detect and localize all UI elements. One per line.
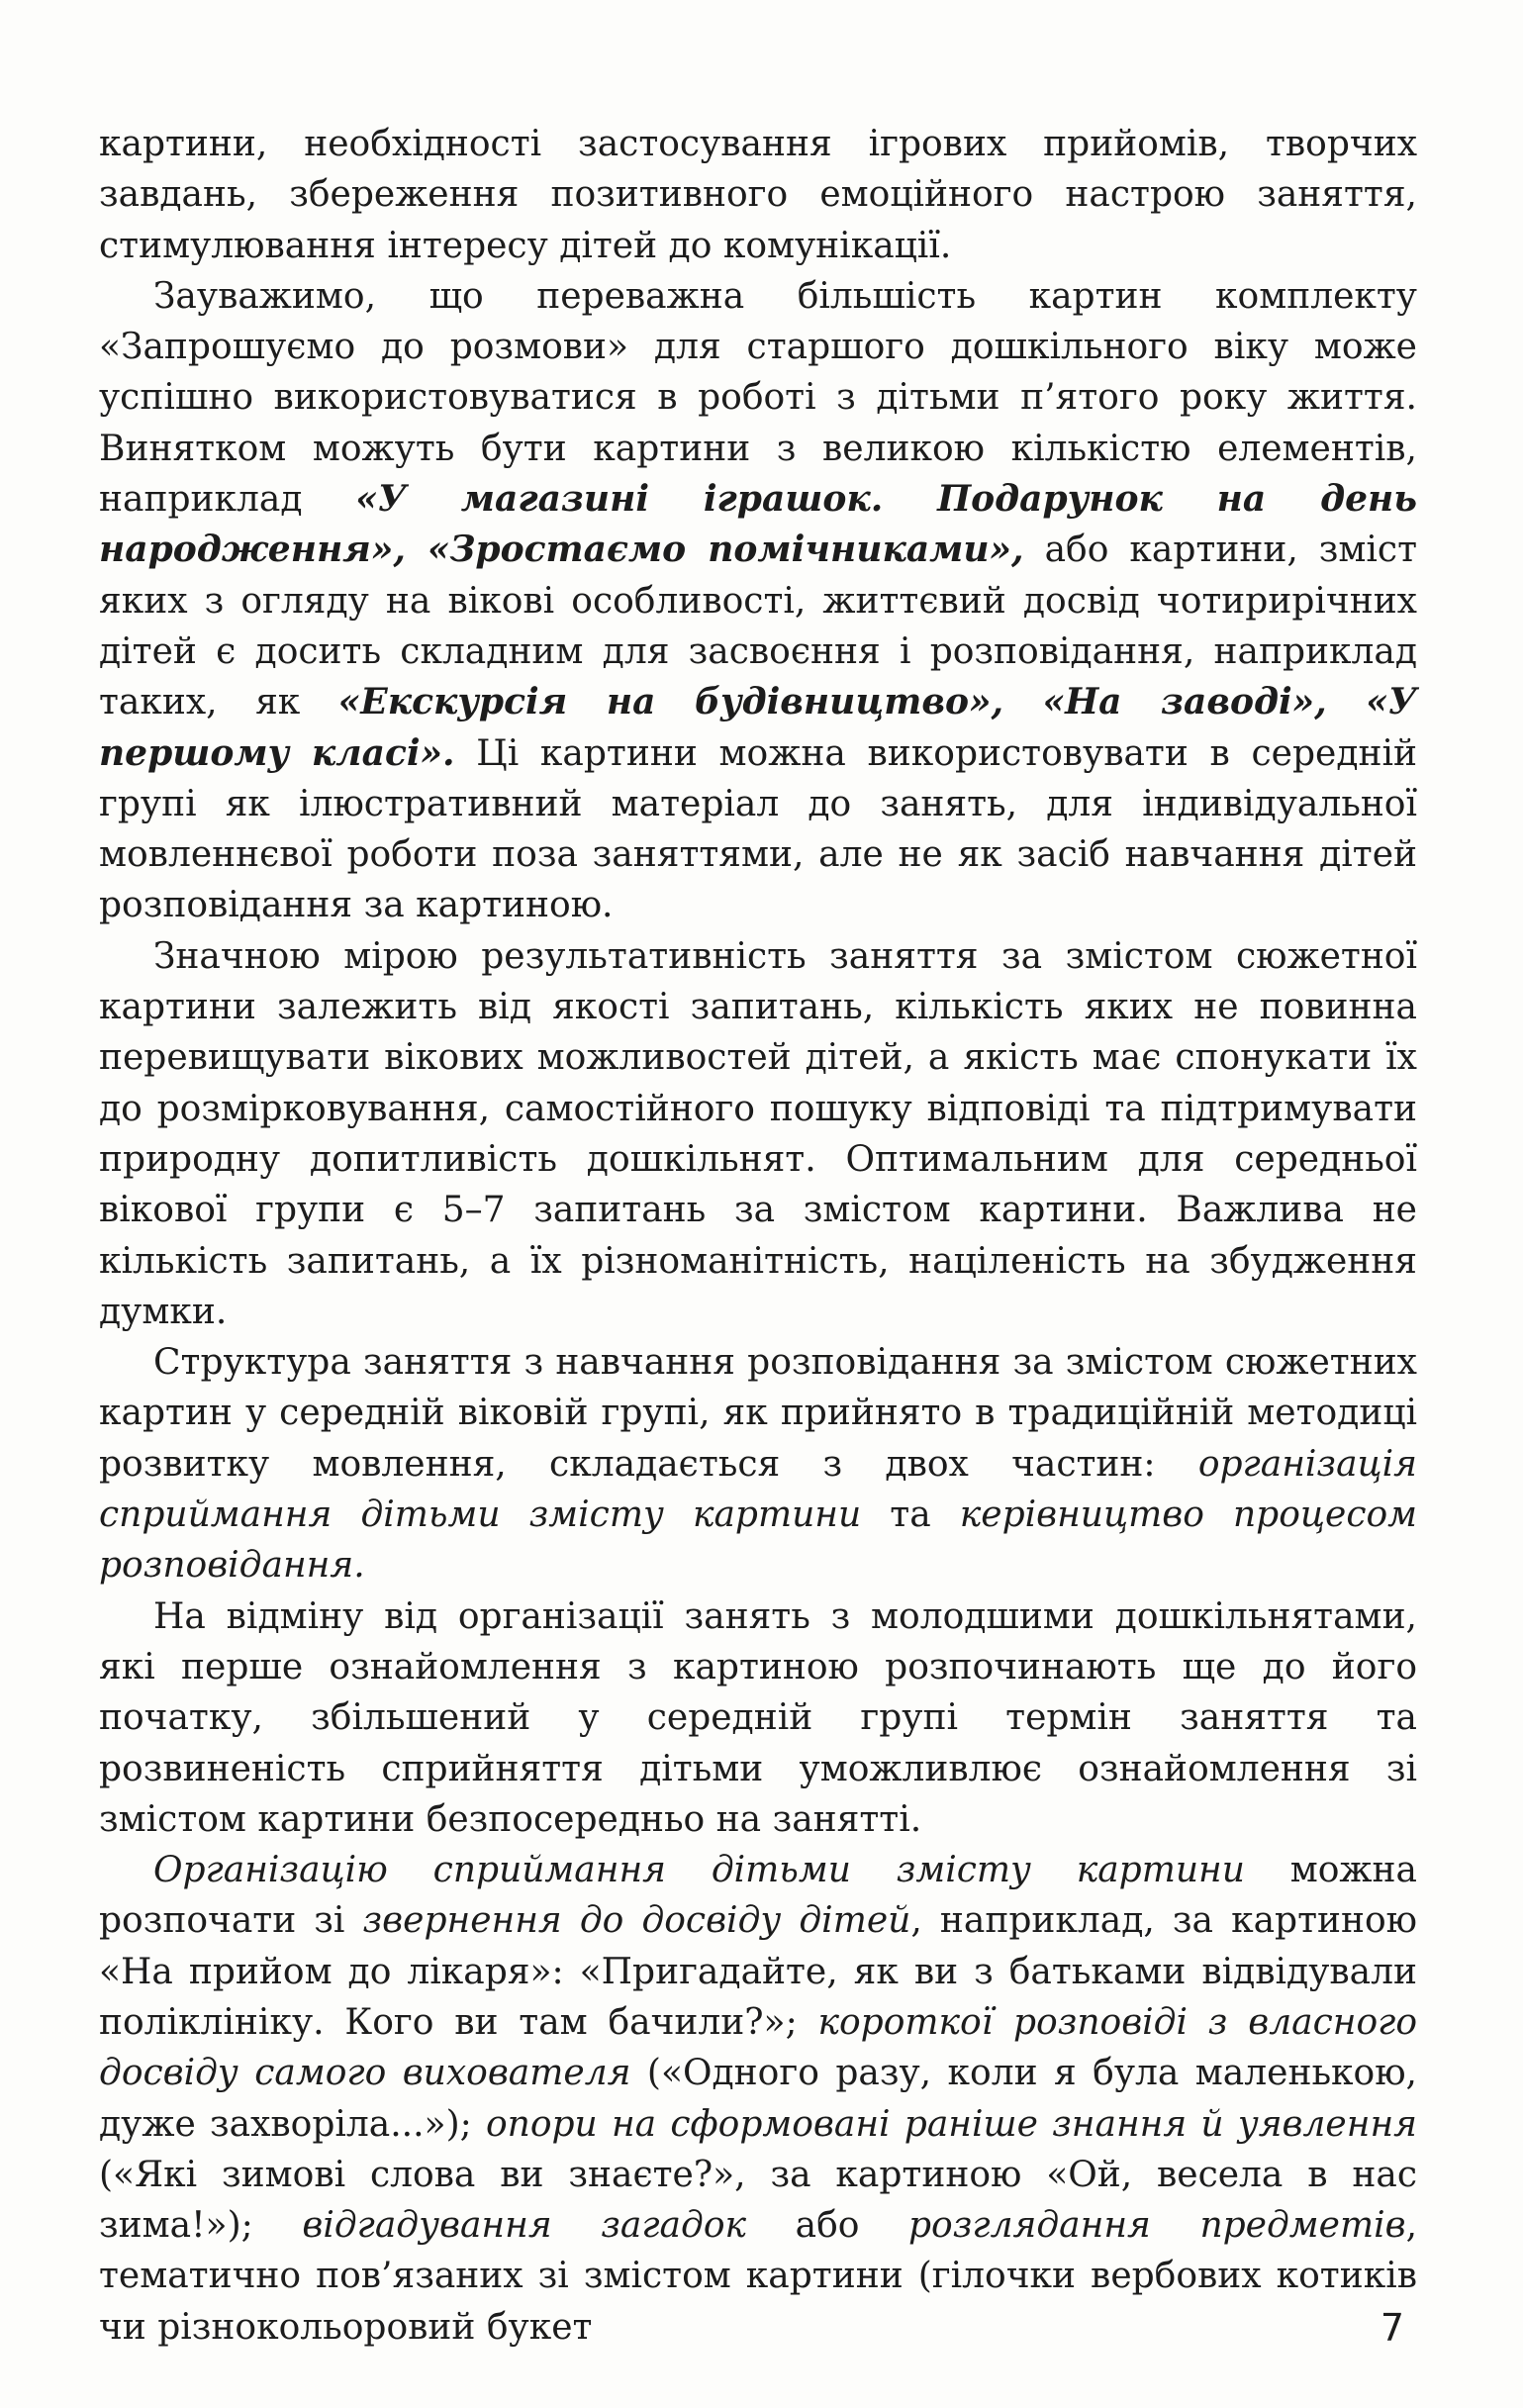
- paragraph-4-run-3: та: [861, 1494, 960, 1536]
- paragraph-3: [99, 931, 1417, 1337]
- paragraph-2-run-2: «У магазині іграшок. Подарунок на день народження», «Зростаємо помічниками»,: [99, 478, 1417, 571]
- paragraph-4-run-1: Структура заняття з навчання розповідання за змістом сюжетних картин у середній віковій групі, як прийнято в традиційній методиці розвитку мовлення, складається з двох частин:: [99, 1342, 1417, 1485]
- paragraph-6-run-4: , наприклад, за картиною «На прийом до лікаря»: «Пригадайте, як ви з батьками відвідували поліклініку. Кого ви там бачили?»;: [99, 1900, 1418, 2043]
- paragraph-6-run-2: можна розпочати зі: [99, 1850, 1417, 1942]
- paragraph-6: [99, 1845, 1417, 2353]
- page-number: 7: [1380, 2306, 1404, 2350]
- paragraph-5: [99, 1591, 1417, 1845]
- paragraph-4-run-2: організація сприймання дітьми змісту картини: [99, 1443, 1417, 1536]
- paragraph-6-run-7: опори на сформовані раніше знання й уявлення: [485, 2103, 1417, 2145]
- paragraph-6-run-9: відгадування загадок: [302, 2205, 747, 2247]
- paragraph-6-run-11: розглядання предметів: [908, 2205, 1406, 2247]
- paragraph-6-run-6: («Одного разу, коли я була маленькою, дуже захворіла...»);: [99, 2053, 1417, 2145]
- page-text: [99, 119, 1417, 2353]
- paragraph-6-run-5: короткої розповіді з власного досвіду самого вихователя: [99, 2001, 1417, 2094]
- paragraph-1-run-1: картини, необхідності застосування ігрових прийомів, творчих завдань, збереження позитивного емоційного настрою заняття, стимулювання інтересу дітей до комунікації.: [99, 124, 1417, 266]
- paragraph-2-run-1: Зауважимо, що переважна більшість картин комплекту «Запрошуємо до розмови» для старшого дошкільного віку може успішно використовуватися в роботі з дітьми п’ятого року життя. Винятком можуть бути картини з великою кількістю елементів, наприклад: [99, 275, 1417, 521]
- paragraph-4-run-4: керівництво процесом розповідання.: [99, 1494, 1417, 1587]
- paragraph-2-run-3: або картини, зміст яких з огляду на вікові особливості, життєвий досвід чотирирічних дітей є досить складним для засвоєння і розповідання, наприклад таких, як: [99, 530, 1418, 723]
- paragraph-2-run-4: «Екскурсія на будівництво», «На заводі», «У першому класі».: [99, 681, 1417, 774]
- paragraph-6-run-1: Організацію сприймання дітьми змісту картини: [153, 1850, 1245, 1891]
- paragraph-6-run-12: , тематично пов’язаних зі змістом картини (гілочки вербових котиків чи різнокольоровий букет: [99, 2205, 1418, 2348]
- paragraph-1: [99, 119, 1417, 271]
- paragraph-2: [99, 271, 1417, 931]
- paragraph-6-run-3: звернення до досвіду дітей: [362, 1900, 911, 1942]
- paragraph-4: [99, 1337, 1417, 1590]
- paragraph-6-run-8: («Які зимові слова ви знаєте?», за картиною «Ой, весела в нас зима!»);: [99, 2154, 1417, 2247]
- paragraph-3-run-1: Значною мірою результативність заняття за змістом сюжетної картини залежить від якості запитань, кількість яких не повинна перевищувати вікових можливостей дітей, а якість має спонукати їх до розмірковування, самостійного пошуку відповіді та підтримувати природну допитливість дошкільнят. Оптимальним для середньої вікової групи є 5–7 запитань за змістом картини. Важлива не кількість запитань, а їх різноманітність, націленість на збудження думки.: [99, 935, 1417, 1332]
- paragraph-2-run-5: Ці картини можна використовувати в середній групі як ілюстративний матеріал до занять, для індивідуальної мовленнєвої роботи поза заняттями, але не як засіб навчання дітей розповідання за картиною.: [99, 732, 1418, 926]
- paragraph-5-run-1: На відміну від організації занять з молодшими дошкільнятами, які перше ознайомлення з картиною розпочинають ще до його початку, збільшений у середній групі термін заняття та розвиненість сприйняття дітьми уможливлює ознайомлення зі змістом картини безпосередньо на занятті.: [99, 1595, 1417, 1840]
- paragraph-6-run-10: або: [746, 2205, 909, 2247]
